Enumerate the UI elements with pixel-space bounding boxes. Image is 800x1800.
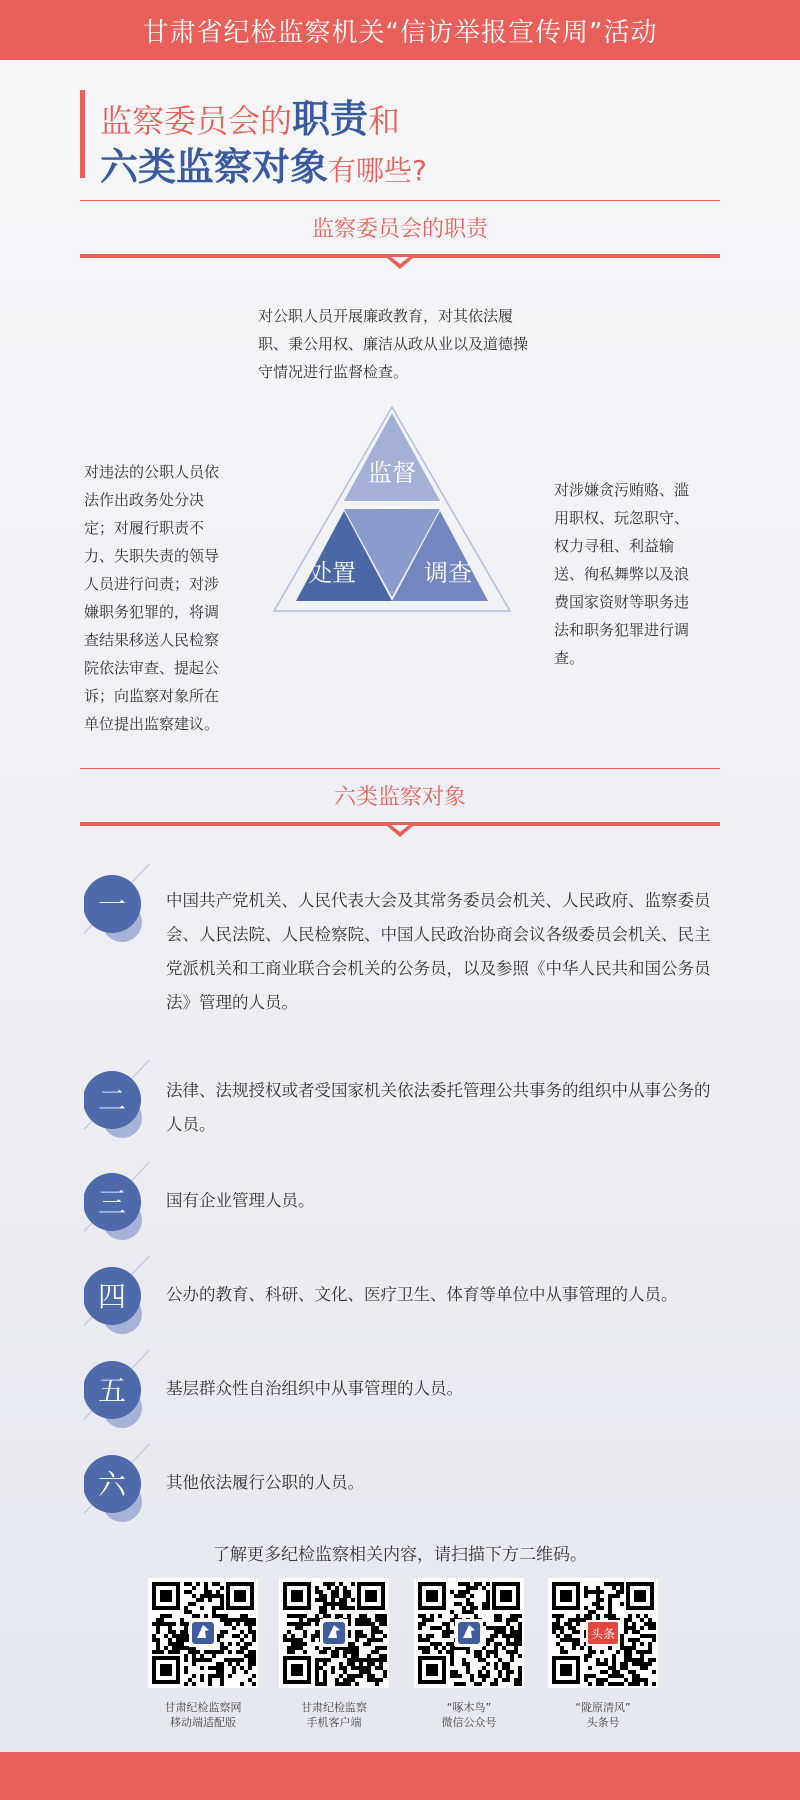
investigate-label: 调查 xyxy=(424,559,472,587)
qr-caption-line: 移动端适配版 xyxy=(170,1716,236,1729)
section-title: 六类监察对象 xyxy=(333,785,466,810)
qr-code-card[interactable] xyxy=(279,1578,389,1730)
item-text: 国有企业管理人员。 xyxy=(166,1191,315,1210)
qr-caption-line: 手机客户端 xyxy=(306,1716,362,1729)
headline-accent-bar xyxy=(80,90,85,178)
bottom-banner xyxy=(0,1752,800,1800)
qr-caption-line: “啄木鸟” xyxy=(446,1701,492,1714)
qr-caption xyxy=(414,1700,524,1730)
qr-code-card[interactable] xyxy=(414,1578,524,1730)
item-number: 五 xyxy=(97,1374,127,1407)
qr-code-row xyxy=(148,1578,668,1738)
item-number: 三 xyxy=(97,1186,127,1219)
divider xyxy=(80,200,720,201)
notch-inner xyxy=(391,257,409,264)
qr-caption-line: 甘肃纪检监察 xyxy=(301,1701,367,1714)
item-number: 二 xyxy=(97,1084,127,1117)
supervise-description: 对公职人员开展廉政教育，对其依法履职、秉公用权、廉洁从政从业以及道德操守情况进行监督检查。 xyxy=(258,307,529,381)
qr-caption-line: 微信公众号 xyxy=(441,1716,497,1729)
qr-caption xyxy=(279,1700,389,1730)
headline-text: 有哪些? xyxy=(328,154,427,187)
qr-caption xyxy=(148,1700,258,1730)
toutiao-badge-text: 头条 xyxy=(590,1627,616,1641)
qr-caption-line: “陇原清风” xyxy=(575,1701,631,1714)
dispose-label: 处置 xyxy=(308,559,356,587)
top-banner xyxy=(0,0,800,60)
banner-title: 甘肃省纪检监察机关“信访举报宣传周”活动 xyxy=(142,17,658,48)
qr-caption-line: 头条号 xyxy=(586,1716,620,1729)
dispose-description: 对违法的公职人员依法作出政务处分决定；对履行职责不力、失职失责的领导人员进行问责；对涉嫌职务犯罪的，将调查结果移送人民检察院依法审查、提起公诉；向监察对象所在单位提出监察建议。 xyxy=(84,463,220,733)
qr-caption-line: 甘肃纪检监察网 xyxy=(164,1701,242,1714)
item-text: 其他依法履行公职的人员。 xyxy=(166,1473,364,1492)
item-text: 法律、法规授权或者受国家机关依法委托管理公共事务的组织中从事公务的人员。 xyxy=(166,1081,711,1134)
headline-emphasis: 职责 xyxy=(292,97,369,141)
qr-code-image[interactable] xyxy=(279,1578,389,1688)
headline-text: 监察委员会的 xyxy=(100,102,293,140)
supervise-label: 监督 xyxy=(368,459,416,487)
targets-section-header xyxy=(80,768,720,828)
item-text: 中国共产党机关、人民代表大会及其常务委员会机关、人民政府、监察委员会、人民法院、人民检察院、中国人民政治协商会议各级委员会机关、民主党派机关和工商业联合会机关的公务员，以及参照《中华人民共和国公务员法》管理的人员。 xyxy=(166,891,711,1012)
headline-emphasis: 六类监察对象 xyxy=(100,145,329,189)
qr-code-card[interactable] xyxy=(148,1578,258,1730)
item-text: 基层群众性自治组织中从事管理的人员。 xyxy=(166,1379,463,1398)
qr-code-card[interactable] xyxy=(548,1578,658,1730)
qr-prompt-text: 了解更多纪检监察相关内容，请扫描下方二维码。 xyxy=(213,1545,587,1565)
qr-code-image[interactable] xyxy=(414,1578,524,1688)
notch-inner xyxy=(391,825,409,832)
headline-line-2 xyxy=(100,136,427,191)
item-number: 四 xyxy=(97,1280,127,1313)
headline-line-1 xyxy=(100,88,400,143)
duties-section-header xyxy=(80,200,720,260)
qr-code-image[interactable] xyxy=(548,1578,658,1688)
item-number: 一 xyxy=(97,888,127,921)
investigate-description: 对涉嫌贪污贿赂、滥用职权、玩忽职守、权力寻租、利益输送、徇私舞弊以及浪费国家资财等职务违法和职务犯罪进行调查。 xyxy=(554,481,690,667)
item-number: 六 xyxy=(97,1468,127,1501)
qr-caption xyxy=(548,1700,658,1730)
divider xyxy=(80,768,720,769)
headline-text: 和 xyxy=(368,102,401,140)
qr-code-image[interactable] xyxy=(148,1578,258,1688)
section-title: 监察委员会的职责 xyxy=(311,217,488,242)
item-text: 公办的教育、科研、文化、医疗卫生、体育等单位中从事管理的人员。 xyxy=(166,1285,678,1304)
duties-triangle-diagram xyxy=(272,405,512,613)
supervise-segment xyxy=(344,413,440,501)
